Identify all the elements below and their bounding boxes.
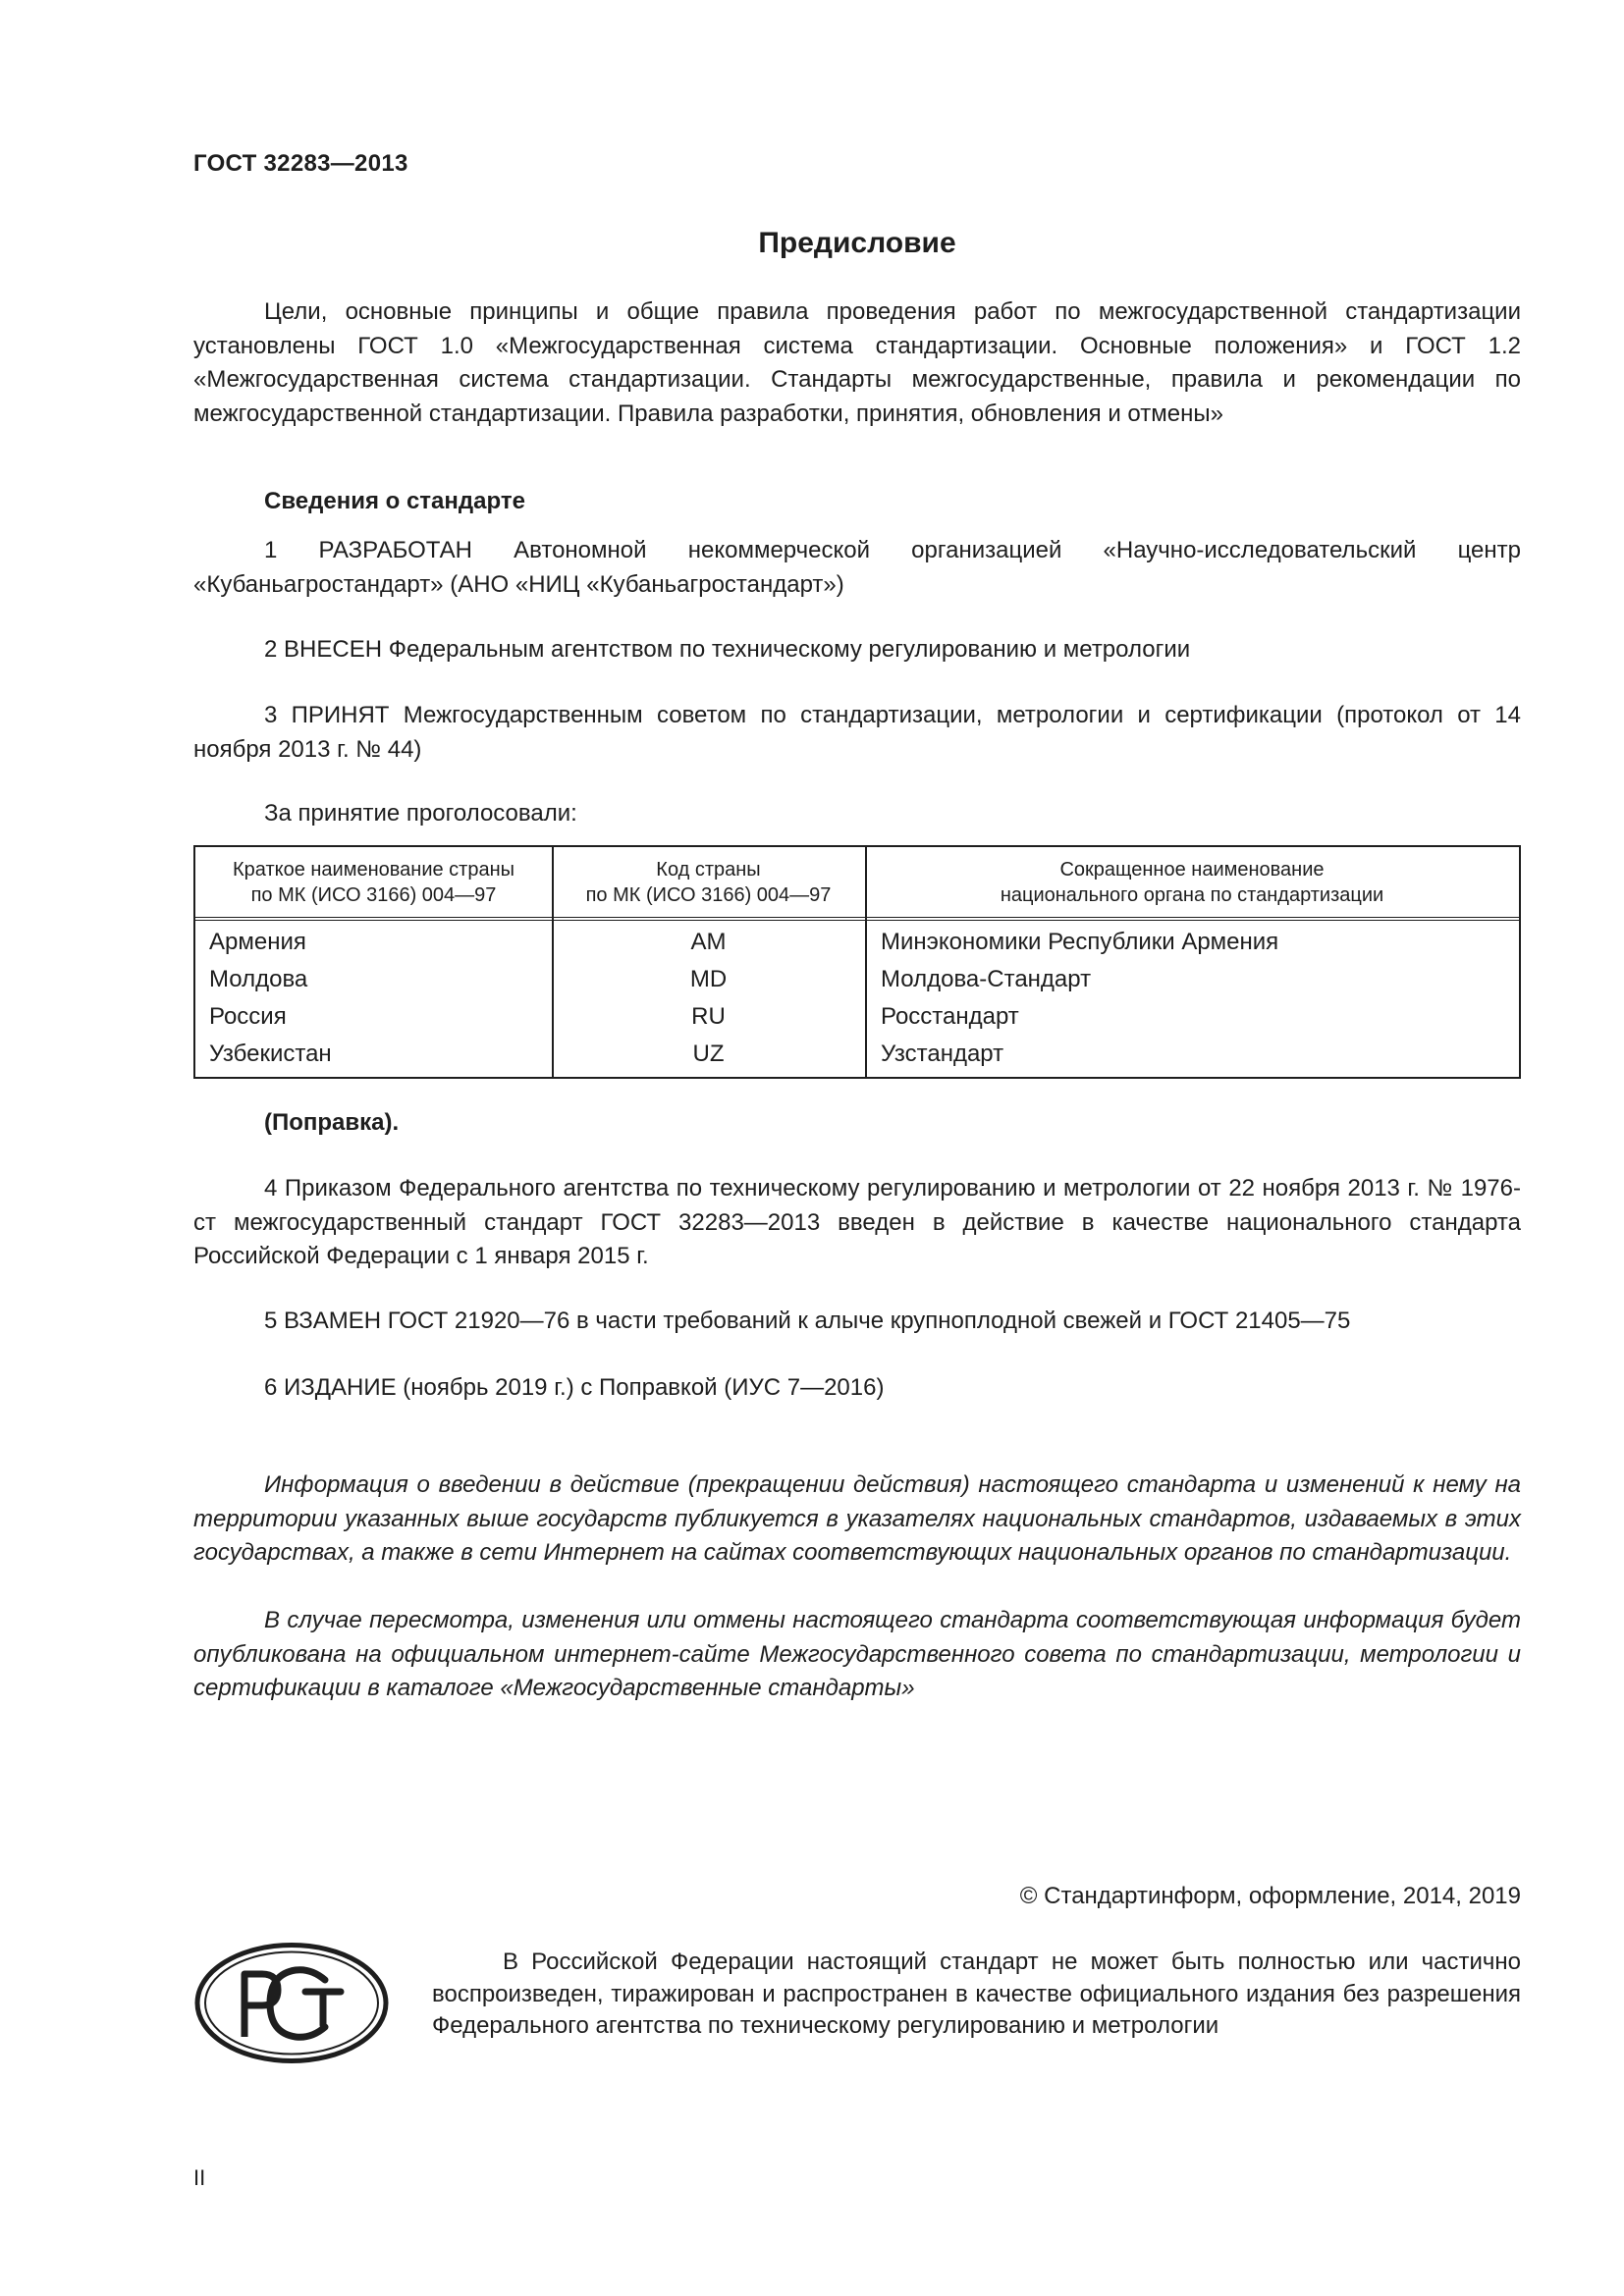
item-developed-by: 1 РАЗРАБОТАН Автономной некоммерческой организацией «Научно-исследовательский центр «Кубаньагростандарт» (АНО «НИЦ «Кубаньагростандарт») [193,537,1521,598]
table-header-divider [195,917,1519,921]
item-edition: 6 ИЗДАНИЕ (ноябрь 2019 г.) с Поправкой (ИУС 7—2016) [264,1374,885,1401]
table-cell-country: Россия [209,1003,287,1030]
gost-r-certification-mark-icon [193,1941,390,2065]
page-title: Предисловие [758,227,956,259]
page-number: II [193,2165,206,2190]
table-cell-body: Росстандарт [881,1003,1019,1030]
table-cell-code: RU [691,1003,726,1030]
reproduction-notice: В Российской Федерации настоящий стандарт не может быть полностью или частично воспроизведен, тиражирован и распространен в качестве официального издания без разрешения Федерального агентства по техническому регулированию и метрологии [432,1949,1521,2039]
document-code: ГОСТ 32283—2013 [193,150,408,177]
table-cell-code: AM [690,929,727,955]
table-header-country-name: Краткое наименование страны по МК (ИСО 3166) 004—97 [232,859,515,906]
table-cell-body: Молдова-Стандарт [881,966,1092,992]
item-introduced-by: 2 ВНЕСЕН Федеральным агентством по техническому регулированию и метрологии [264,636,1191,663]
info-paragraph-enactment: Информация о введении в действие (прекращении действия) настоящего стандарта и изменений к нему на территории указанных выше государств публикуется в указателях национальных стандартов, издаваемых в этих государствах, а также в сети Интернет на сайтах соответствующих национальных органов по стандартизации. [193,1471,1521,1566]
amendment-note: (Поправка). [264,1109,400,1136]
table-cell-country: Узбекистан [209,1041,332,1067]
table-cell-body: Минэкономики Республики Армения [881,929,1279,955]
table-cell-code: MD [689,966,728,992]
table-cell-country: Армения [209,929,306,955]
item-enacted-by-order: 4 Приказом Федерального агентства по техническому регулированию и метрологии от 22 ноября 2013 г. № 1976-ст межгосударственный стандарт ГОСТ 32283—2013 введен в действие в качестве национального стандарта Российской Федерации с 1 января 2015 г. [193,1175,1521,1269]
info-paragraph-revision: В случае пересмотра, изменения или отмены настоящего стандарта соответствующая информация будет опубликована на официальном интернет-сайте Межгосударственного совета по стандартизации, метрологии и сертификации в каталоге «Межгосударственные стандарты» [193,1607,1521,1701]
section-heading: Сведения о стандарте [264,488,525,514]
document-page [193,0,1521,2296]
voting-countries-table [193,845,1521,1079]
intro-paragraph: Цели, основные принципы и общие правила проведения работ по межгосударственной стандартизации установлены ГОСТ 1.0 «Межгосударственная система стандартизации. Основные положения» и ГОСТ 1.2 «Межгосударственная система стандартизации. Стандарты межгосударственные, правила и рекомендации по межгосударственной стандартизации. Правила разработки, принятия, обновления и отмены» [193,298,1521,427]
table-cell-body: Узстандарт [881,1041,1004,1067]
item-adopted-by: 3 ПРИНЯТ Межгосударственным советом по стандартизации, метрологии и сертификации (протокол от 14 ноября 2013 г. № 44) [193,702,1521,763]
voted-label: За принятие проголосовали: [264,800,577,827]
item-replaces: 5 ВЗАМЕН ГОСТ 21920—76 в части требований к алыче крупноплодной свежей и ГОСТ 21405—75 [264,1308,1351,1334]
copyright-notice: © Стандартинформ, оформление, 2014, 2019 [1019,1883,1521,1909]
table-cell-code: UZ [692,1041,725,1067]
table-cell-country: Молдова [209,966,308,992]
table-header-standards-body: Сокращенное наименование национального органа по стандартизации [1000,859,1384,906]
table-header-country-code: Код страны по МК (ИСО 3166) 004—97 [585,859,832,906]
